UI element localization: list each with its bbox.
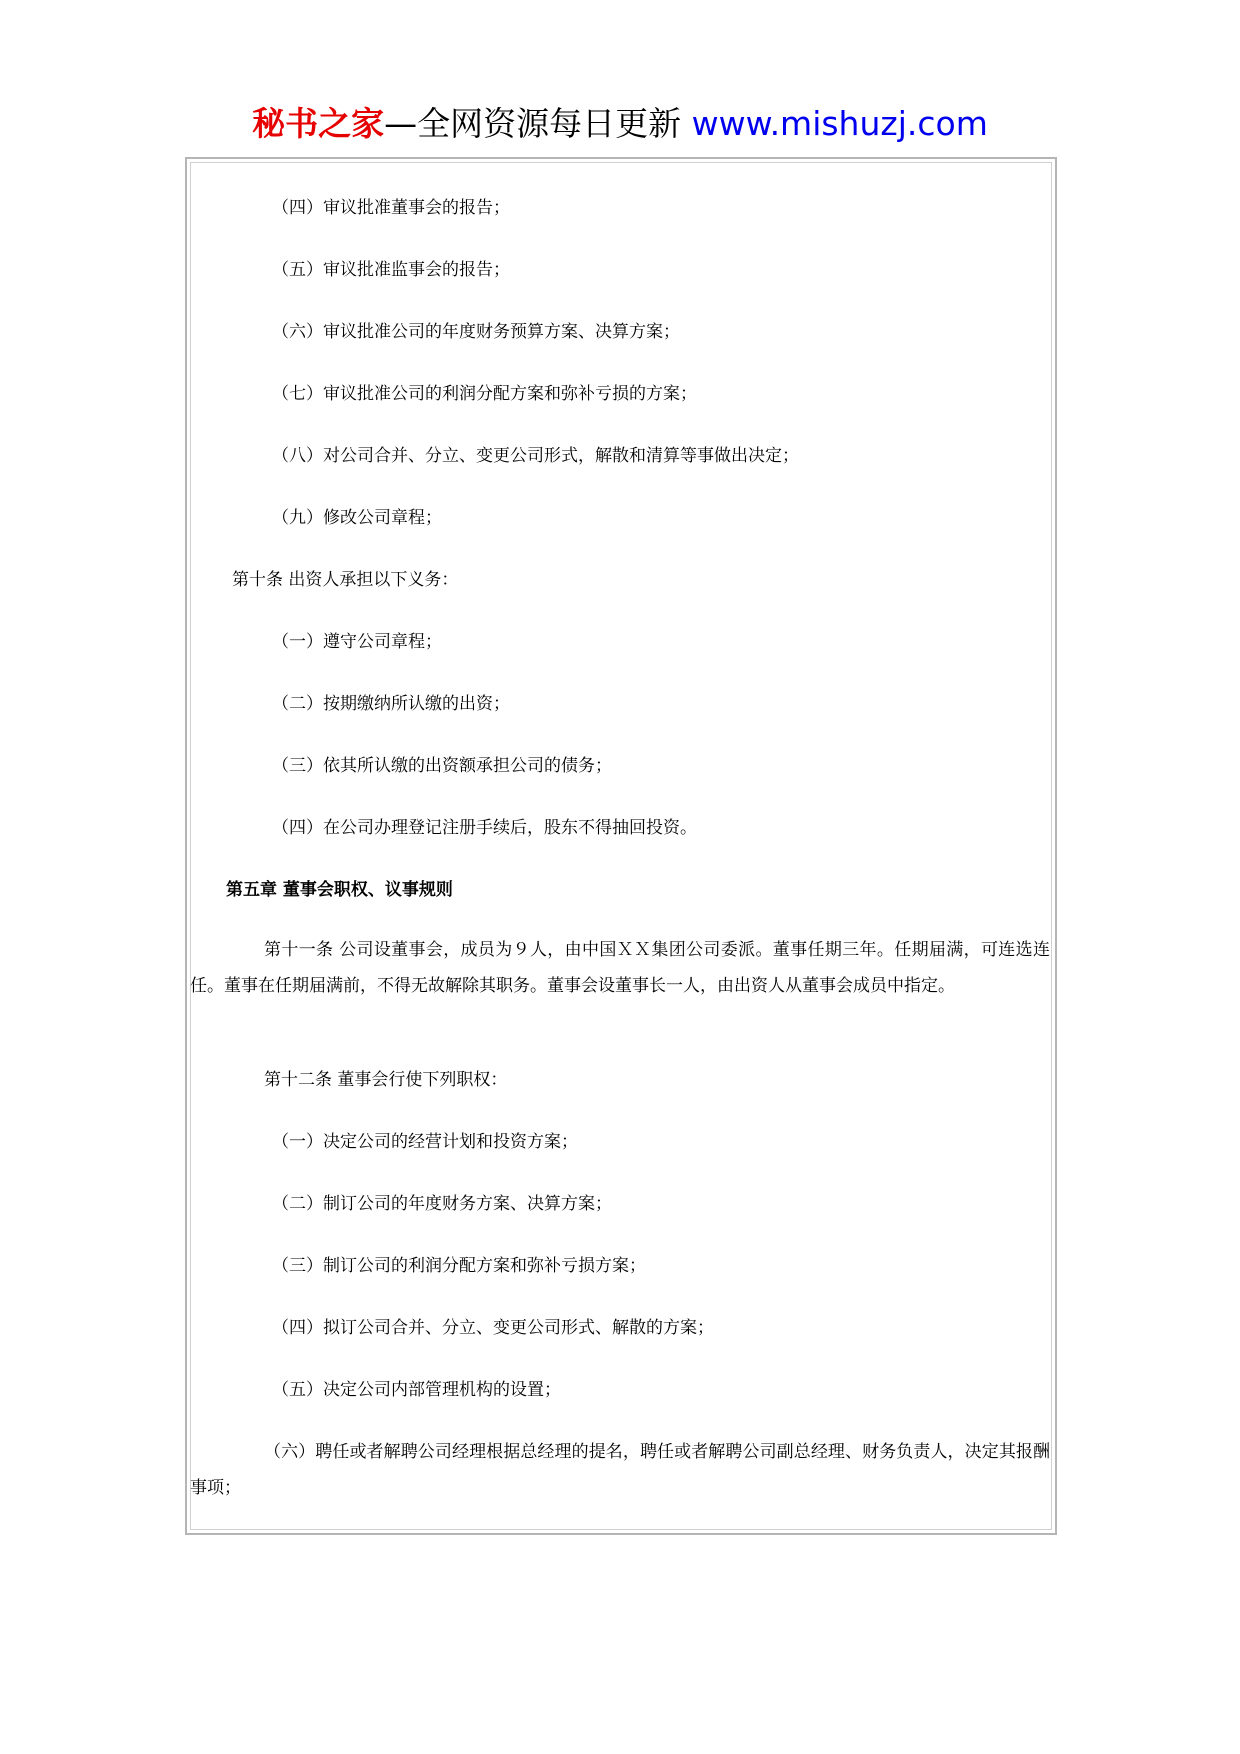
list-item: （六）聘任或者解聘公司经理根据总经理的提名，聘任或者解聘公司副总经理、财务负责人，决定其报酬事项； (190, 1442, 1050, 1498)
list-item: （一）决定公司的经营计划和投资方案； (272, 1132, 578, 1152)
list-item: （一）遵守公司章程； (272, 632, 442, 652)
list-item: （八）对公司合并、分立、变更公司形式，解散和清算等事做出决定； (272, 446, 799, 466)
list-item: （三）依其所认缴的出资额承担公司的债务； (272, 756, 612, 776)
brand-slogan: —全网资源每日更新 (384, 104, 682, 143)
list-item: （四）在公司办理登记注册手续后，股东不得抽回投资。 (272, 818, 697, 838)
chapter-heading: 第五章 董事会职权、议事规则 (226, 880, 453, 900)
list-item: （七）审议批准公司的利润分配方案和弥补亏损的方案； (272, 384, 697, 404)
brand-name: 秘书之家 (252, 104, 385, 143)
list-item: （四）审议批准董事会的报告； (272, 198, 510, 218)
list-item: （五）审议批准监事会的报告； (272, 260, 510, 280)
list-item: （九）修改公司章程； (272, 508, 442, 528)
list-item: （二）按期缴纳所认缴的出资； (272, 694, 510, 714)
list-item: （三）制订公司的利润分配方案和弥补亏损方案； (272, 1256, 646, 1276)
list-item: （二）制订公司的年度财务方案、决算方案； (272, 1194, 612, 1214)
site-banner (0, 100, 1240, 148)
list-item: （六）审议批准公司的年度财务预算方案、决算方案； (272, 322, 680, 342)
site-url-link[interactable]: www.mishuzj.com (691, 104, 988, 143)
list-item: （四）拟订公司合并、分立、变更公司形式、解散的方案； (272, 1318, 714, 1338)
article-10: 第十条 出资人承担以下义务： (232, 570, 459, 590)
list-item: （五）决定公司内部管理机构的设置； (272, 1380, 561, 1400)
article-11: 第十一条 公司设董事会，成员为９人，由中国ＸＸ集团公司委派。董事任期三年。任期届满，可连选连任。董事在任期届满前，不得无故解除其职务。董事会设董事长一人，由出资人从董事会成员中指定。 (190, 940, 1050, 996)
article-12: 第十二条 董事会行使下列职权： (264, 1070, 508, 1090)
